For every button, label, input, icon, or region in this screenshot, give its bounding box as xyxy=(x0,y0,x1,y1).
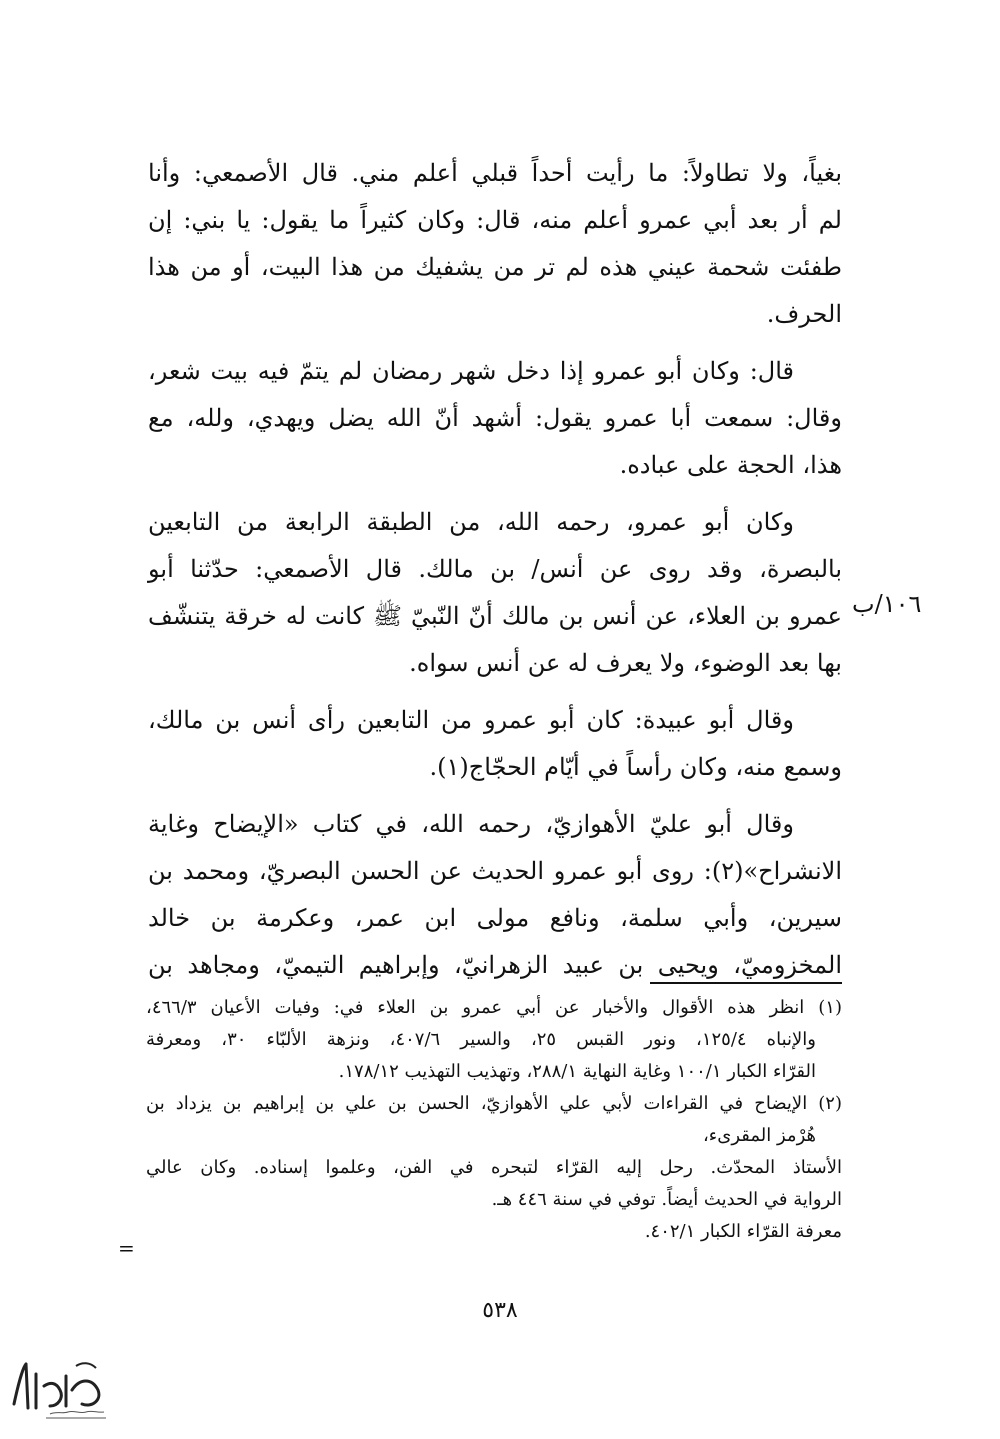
paragraph-1 xyxy=(148,150,842,338)
text-line: الحرف. xyxy=(766,300,842,328)
footnote-line: الأستاذ المحدّث. رحل إليه القرّاء لتبحره في الفن، وعلموا إسناده. وكان عالي xyxy=(146,1157,842,1178)
calligraphy-stamp-icon xyxy=(6,1356,116,1426)
text-line: طفئت شحمة عيني هذه لم تر من يشفيك من هذا البيت، أو من هذا xyxy=(148,253,842,281)
paragraph-2 xyxy=(148,348,842,489)
footnote-line: (١) انظر هذه الأقوال والأخبار عن أبي عمرو بن العلاء في: وفيات الأعيان ٤٦٦/٣، xyxy=(146,997,842,1018)
footnote-1 xyxy=(146,992,842,1088)
page-number: ٥٣٨ xyxy=(482,1298,518,1323)
text-line: عمرو بن العلاء، عن أنس بن مالك أنّ النّبيّ ﷺ كانت له خرقة يتنشّف xyxy=(148,602,842,630)
paragraph-4 xyxy=(148,697,842,791)
text-line: المخزوميّ، ويحيى بن عبيد الزهرانيّ، وإبراهيم التيميّ، ومجاهد بن xyxy=(148,951,842,979)
text-line: قال: وكان أبو عمرو إذا دخل شهر رمضان لم يتمّ فيه بيت شعر، xyxy=(148,357,794,385)
text-line: الانشراح»(٢): روى أبو عمرو الحديث عن الحسن البصريّ، ومحمد بن xyxy=(148,857,842,885)
text-line: وقال أبو عبيدة: كان أبو عمرو من التابعين رأى أنس بن مالك، xyxy=(148,706,794,734)
footnotes xyxy=(146,992,842,1248)
folio-margin-note: ١٠٦/ب xyxy=(852,590,922,618)
footnote-line: الرواية في الحديث أيضاً. توفي في سنة ٤٤٦ هـ. xyxy=(491,1189,842,1210)
text-line: بالبصرة، وقد روى عن أنس/ بن مالك. قال الأصمعي: حدّثنا أبو xyxy=(148,555,842,583)
footnote-line: القرّاء الكبار ١٠٠/١ وغاية النهاية ٢٨٨/١، وتهذيب التهذيب ١٧٨/١٢. xyxy=(338,1061,816,1082)
continuation-mark: = xyxy=(118,1236,135,1260)
text-line: هذا، الحجة على عباده. xyxy=(619,451,842,479)
text-line: بها بعد الوضوء، ولا يعرف له عن أنس سواه. xyxy=(409,649,842,677)
footnote-2 xyxy=(146,1088,842,1248)
footnote-divider xyxy=(650,982,842,984)
text-line: سيرين، وأبي سلمة، ونافع مولى ابن عمر، وعكرمة بن خالد xyxy=(148,904,842,932)
main-text xyxy=(148,150,842,999)
text-line: وسمع منه، وكان رأساً في أيّام الحجّاج(١). xyxy=(429,753,842,781)
footnote-line: هُرْمز المقرىء، xyxy=(702,1125,816,1146)
text-line: لم أر بعد أبي عمرو أعلم منه، قال: وكان كثيراً ما يقول: يا بني: إن xyxy=(148,206,842,234)
paragraph-5 xyxy=(148,801,842,989)
text-line: وقال: سمعت أبا عمرو يقول: أشهد أنّ الله يضل ويهدي، ولله، مع xyxy=(148,404,842,432)
footnote-line: والإنباه ١٢٥/٤، ونور القبس ٢٥، والسير ٤٠٧/٦، ونزهة الألبّاء ٣٠، ومعرفة xyxy=(146,1029,816,1050)
text-line: وكان أبو عمرو، رحمه الله، من الطبقة الرابعة من التابعين xyxy=(148,508,794,536)
footnote-line: معرفة القرّاء الكبار ٤٠٢/١. xyxy=(644,1221,842,1242)
footnote-line: (٢) الإيضاح في القراءات لأبي علي الأهوازيّ، الحسن بن علي بن إبراهيم بن يزداد بن xyxy=(146,1093,842,1114)
paragraph-3 xyxy=(148,499,842,687)
text-line: بغياً، ولا تطاولاً: ما رأيت أحداً قبلي أعلم مني. قال الأصمعي: وأنا xyxy=(148,159,842,187)
text-line: وقال أبو عليّ الأهوازيّ، رحمه الله، في كتاب «الإيضاح وغاية xyxy=(148,810,794,838)
